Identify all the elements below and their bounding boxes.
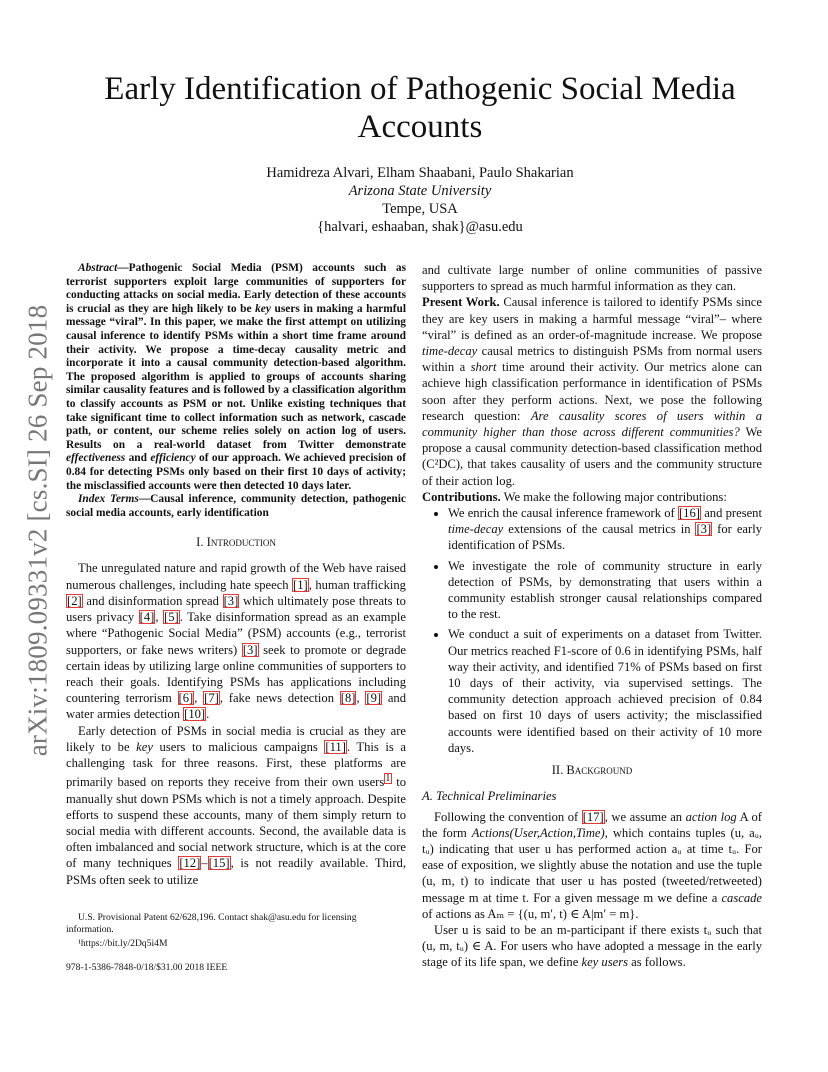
author-names: Hamidreza Alvari, Elham Shaabani, Paulo Shakarian — [266, 165, 574, 181]
contributions-list — [422, 505, 762, 756]
tech-prelim-paragraph-2: User u is said to be an m-participant if there exists tᵤ such that (u, m, tᵤ) ∈ A. For users who have adopted a message in the early stage of its life span, we define key users as follows. — [422, 922, 762, 970]
citation-link[interactable]: [3] — [242, 642, 258, 657]
citation-link[interactable]: [12] — [179, 856, 201, 871]
present-work-paragraph: Present Work. Causal inference is tailored to identify PSMs since they are key users in making a harmful message “viral”– where “viral” is defined as an order-of-magnitude increase. We propose time-decay causal metrics to distinguish PSMs from normal users within a short time around their activity. Our metrics alone can achieve high classification performance in identification of PSMs soon after they perform actions. Next, we pose the following research question: Are causality scores of users within a community higher than those across different communities? We propose a causal community detection-based classification method (C²DC), that takes causality of users and the community structure of their action log. — [422, 295, 762, 488]
citation-link[interactable]: [15] — [208, 856, 230, 871]
citation-link[interactable]: [5] — [164, 610, 179, 625]
citation-link[interactable]: [3] — [223, 593, 239, 608]
footnotes — [66, 912, 406, 976]
contribution-item: • We investigate the role of community structure in early detection of PSMs, by demonstrating that users within a community establish stronger causal relationships compared to the rest. — [448, 558, 762, 623]
section-heading-background: II. Background — [551, 763, 633, 778]
footnote-patent: U.S. Provisional Patent 62/628,196. Contact shak@asu.edu for licensing information. — [66, 912, 357, 935]
citation-link[interactable]: [6] — [178, 691, 194, 706]
citation-link[interactable]: [7] — [204, 691, 219, 706]
contribution-item: • We conduct a suit of experiments on a dataset from Twitter. Our metrics reached F1-score of 0.6 in identifying PSMs, half way their activity, and identified 71% of PSMs based on first 10 days of their activity, via supervised settings. The community detection approach achieved precision of 0.84 based on first 10 days of users activity; the misclassified accounts were identified based on their activity of 10 more days. — [448, 626, 762, 756]
author-location: Tempe, USA — [382, 201, 458, 217]
abstract: Abstract—Pathogenic Social Media (PSM) accounts such as terrorist supporters exploit large communities of supporters for conducting attacks on social media. Early detection of these accounts is crucial as they are high likely to be key users in making a harmful message “viral”. In this paper, we make the first attempt on utilizing causal inference to identify PSMs within a short time frame around their activity. We propose a time-decay causality metric and incorporate it into a causal community detection-based algorithm. The proposed algorithm is applied to groups of accounts sharing similar causality features and is followed by a classification algorithm to classify accounts as PSM or not. Unlike existing techniques that take significant time to collect information such as network, cascade path, or content, our scheme relies solely on action log of users. Results on a real-world dataset from Twitter demonstrate effectiveness and efficiency of our approach. We achieved precision of 0.84 for detecting PSMs only based on their first 10 days of activity; the misclassified accounts were then detected 10 days later. — [66, 262, 406, 492]
author-affiliation: Arizona State University — [348, 183, 492, 199]
citation-link[interactable]: [4] — [139, 610, 155, 625]
author-emails: {halvari, eshaaban, shak}@asu.edu — [317, 219, 523, 235]
left-column — [66, 262, 406, 888]
footnote-1: ¹https://bit.ly/2Dq5i4M — [78, 938, 168, 949]
footnote-link[interactable]: 1 — [385, 773, 391, 785]
right-paragraph-1: and cultivate large number of online communities of passive supporters to spread as much harmful information as they can. — [422, 263, 762, 294]
citation-link[interactable]: [17] — [582, 809, 604, 824]
intro-paragraph-2: Early detection of PSMs in social media is crucial as they are likely to be key users to malicious campaigns [11]. This is a challenging task for three reasons. First, these platforms are primarily based on reports they receive from their own users$^1$ to manually shut down PSMs which is not a timely approach. Despite efforts to suspend these accounts, many of them simply return to social media with different accounts. Second, the available data is often imbalanced and social network structure, which is at the core of many techniques [12]–[15], is not readily available. Third, PSMs often seek to utilize — [66, 723, 407, 887]
citation-link[interactable]: [11] — [325, 739, 346, 754]
citation-link[interactable]: [10] — [184, 707, 206, 722]
contributions-paragraph: Contributions. We make the following major contributions: — [422, 489, 727, 504]
tech-prelim-paragraph-1: Following the convention of [17], we assume an action log A of the form Actions(User,Action,Time), which contains tuples (u, aᵤ, tᵤ) indicating that user u has performed action aᵤ at time tᵤ. For ease of exposition, we slightly abuse the notation and use the tuple (u, m, t) to indicate that user u has posted (tweeted/retweeted) message m at time t. For a given message m we define a cascade of actions as Aₘ = {(u, m′, t) ∈ A|m′ = m}. — [422, 809, 762, 921]
subsection-heading-technical-preliminaries: A. Technical Preliminaries — [422, 789, 557, 804]
arxiv-id: arXiv:1809.09331v2 [cs.SI] 26 Sep 2018 — [22, 304, 53, 756]
citation-link[interactable]: [1] — [293, 577, 308, 592]
citation-link[interactable]: [8] — [340, 691, 356, 706]
index-terms: Index Terms—Causal inference, community detection, pathogenic social media accounts, early identification — [66, 493, 406, 519]
contribution-item: • We enrich the causal inference framework of [16] and present time-decay extensions of the causal metrics in [3] for early identification of PSMs. — [448, 505, 762, 554]
right-column — [422, 262, 762, 971]
citation-link[interactable]: [2] — [67, 593, 82, 608]
section-heading-introduction: I. Introduction — [196, 535, 276, 550]
arxiv-watermark — [18, 300, 58, 760]
abstract-lead: Abstract — [78, 262, 118, 274]
isbn-line: 978-1-5386-7848-0/18/$31.00 2018 IEEE — [66, 962, 228, 973]
citation-link[interactable]: [3] — [696, 522, 712, 537]
paper-title: Early Identification of Pathogenic Social Media Accounts — [104, 71, 736, 145]
intro-paragraph-1: The unregulated nature and rapid growth of the Web have raised numerous challenges, including hate speech [1], human trafficking [2] and disinformation spread [3] which ultimately pose threats to users privacy [4], [5]. Take disinformation spread as an example where “Pathogenic Social Media” (PSM) accounts (e.g., terrorist supporters, or fake news writers) [3] seek to promote or degrade certain ideas by utilizing large online communities of supporters to reach their goals. Identifying PSMs has applications including countering terrorism [6], [7], fake news detection [8], [9] and water armies detection [10]. — [66, 561, 407, 722]
citation-link[interactable]: [16] — [678, 506, 700, 521]
citation-link[interactable]: [9] — [366, 691, 382, 706]
author-block — [180, 164, 660, 236]
